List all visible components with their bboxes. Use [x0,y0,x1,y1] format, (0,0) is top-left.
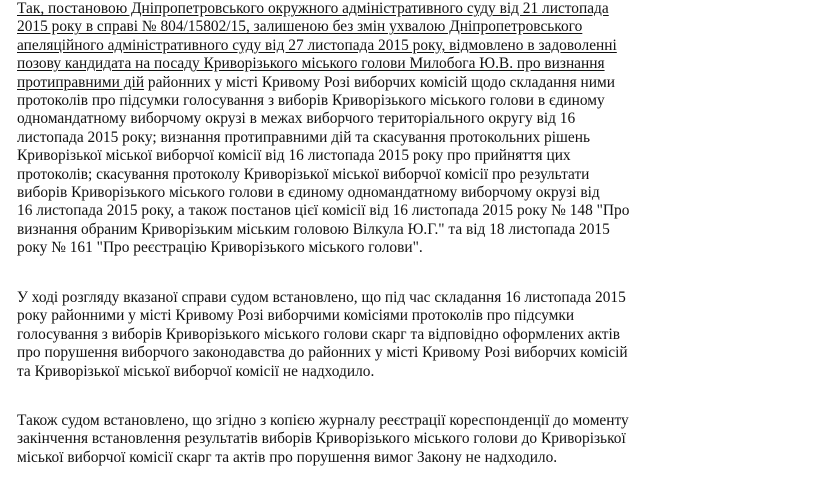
text-line: листопада 2015 року; визнання протиправними дій та скасування протокольних рішень [17,128,590,146]
text-line: про порушення виборчого законодавства до районних у місті Кривому Розі виборчих комісій [17,344,628,362]
text-line: міської виборчої комісії скарг та актів про порушення вимог Закону не надходило. [17,448,558,466]
text-line [17,74,629,92]
text-line: одномандатному виборчому окрузі в межах виборчого територіального округу від 16 [17,110,576,128]
text-line: апеляційного адміністративного суду від 27 листопада 2015 року, відмовлено в задоволенні [17,36,617,54]
text-line: 16 листопада 2015 року, а також постанов цієї комісії від 16 листопада 2015 року № 148 "Про [17,202,630,220]
text-line: Криворізької міської виборчої комісії від 16 листопада 2015 року про прийняття цих [17,147,571,165]
text-line: протоколів про підсумки голосування з виборів Криворізького міського голови в єдиному [17,91,605,109]
text-line: та Криворізької міської виборчої комісії не надходило. [17,362,375,380]
text-line: визнання обраним Криворізьким міським головою Вілкула Ю.Г." та від 18 листопада 2015 [17,220,610,238]
text-line: позову кандидата на посаду Криворізького міського голови Милобога Ю.В. про визнання [17,55,605,73]
text-line: голосування з виборів Криворізького міського голови скарг та відповідно оформлених актів [17,325,620,343]
text-line: року № 161 "Про реєстрацію Криворізького міського голови". [17,239,423,257]
paragraph-journal-findings [17,412,629,467]
text-line: Також судом встановлено, що згідно з копією журналу реєстрації кореспонденції до моменту [17,412,629,429]
text-line: Так, постановою Дніпропетровського окружного адміністративного суду від 21 листопада [17,0,609,17]
text-line-underlined-part: протиправними дій [17,73,145,91]
text-line: протоколів; скасування протоколу Криворізької міської виборчої комісії про результати [17,165,590,183]
paragraph-court-ruling [17,0,629,257]
text-line: виборів Криворізького міського голови в єдиному одномандатному виборчому окрузі від [17,183,600,201]
text-line-rest: районних у місті Кривому Розі виборчих комісій щодо складання ними [144,73,615,91]
text-line: 2015 року в справі № 804/15802/15, залишеною без змін ухвалою Дніпропетровського [17,18,583,36]
text-line: закінчення встановлення результатів виборів Криворізького міського голови до Криворізької [17,430,626,448]
text-line: У ході розгляду вказаної справи судом встановлено, що під час складання 16 листопада 2015 [17,289,626,306]
text-line: року районними у місті Кривому Розі виборчими комісіями протоколів про підсумки [17,307,575,325]
paragraph-court-findings [17,289,628,381]
